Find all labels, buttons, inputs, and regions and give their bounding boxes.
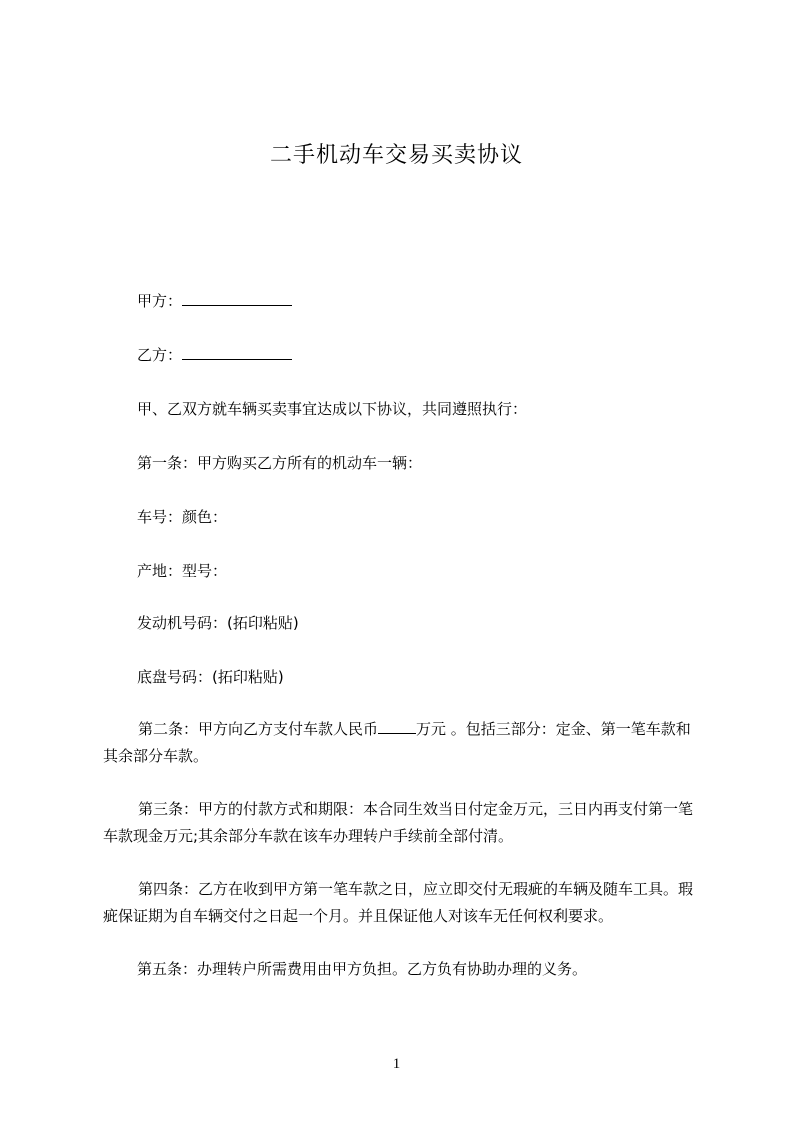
party-a-line: [137, 288, 292, 314]
article-2-text-end: 万元 。包括三部分：定金、第一笔车款和其余部分车款。: [103, 720, 691, 765]
chassis-number-line: 底盘号码：(拓印粘贴): [137, 668, 284, 686]
article-2-text-start: 第二条：甲方向乙方支付车款人民币: [138, 720, 379, 738]
party-a-label: 甲方：: [137, 292, 183, 310]
party-b-blank: [182, 344, 292, 360]
plate-color-line: 车号：颜色：: [137, 508, 228, 526]
page-number: 1: [392, 1056, 401, 1072]
article-4: 第四条：乙方在收到甲方第一笔车款之日，应立即交付无瑕疵的车辆及随车工具。瑕疵保证期为自车辆交付之日起一个月。并且保证他人对该车无任何权利要求。: [103, 880, 694, 925]
price-blank: [378, 718, 416, 734]
article-2: [103, 716, 703, 770]
intro-text: 甲、乙双方就车辆买卖事宜达成以下协议，共同遵照执行：: [137, 400, 528, 418]
party-b-line: [137, 342, 292, 368]
engine-number-line: 发动机号码：(拓印粘贴): [137, 614, 299, 632]
article-3: 第三条：甲方的付款方式和期限：本合同生效当日付定金万元，三日内再支付第一笔车款现金万元;其余部分车款在该车办理转户手续前全部付清。: [103, 800, 694, 845]
origin-model-line: 产地：型号：: [137, 562, 228, 580]
page-title: 二手机动车交易买卖协议: [269, 143, 523, 168]
party-a-blank: [182, 290, 292, 306]
article-1: 第一条：甲方购买乙方所有的机动车一辆：: [137, 454, 423, 472]
article-5: 第五条：办理转户所需费用由甲方负担。乙方负有协助办理的义务。: [137, 960, 588, 978]
party-b-label: 乙方：: [137, 346, 183, 364]
